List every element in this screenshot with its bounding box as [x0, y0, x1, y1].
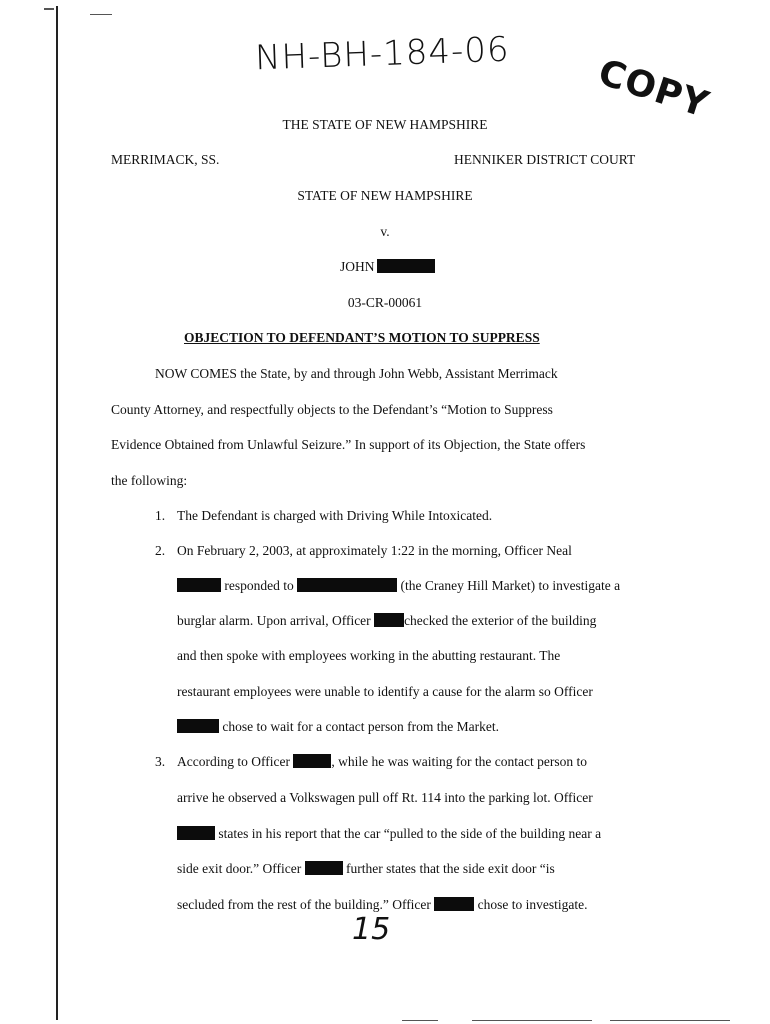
- case-number: 03-CR-00061: [347, 295, 423, 310]
- item-text: secluded from the rest of the building.” Officer: [177, 897, 431, 912]
- plaintiff-name: STATE OF NEW HAMPSHIRE: [297, 188, 473, 203]
- redaction-box: [434, 897, 474, 911]
- handwritten-docket-note: NH-BH-184-06: [254, 29, 511, 79]
- redaction-box: [297, 578, 397, 592]
- county-caption: MERRIMACK, SS.: [111, 152, 220, 167]
- item-number: 3.: [155, 754, 166, 769]
- list-item-2: [155, 543, 572, 559]
- handwritten-page-number: 15: [352, 912, 391, 947]
- item-text: side exit door.” Officer: [177, 861, 302, 876]
- redaction-box: [377, 259, 435, 273]
- item-text: On February 2, 2003, at approximately 1:22 in the morning, Officer Neal: [177, 543, 572, 558]
- left-margin-line: [56, 6, 58, 1020]
- document-title-text: OBJECTION TO DEFENDANT’S MOTION TO SUPPRESS: [184, 330, 540, 345]
- item-text: checked the exterior of the building: [404, 613, 597, 628]
- redaction-box: [177, 578, 221, 592]
- defendant-first-name: JOHN: [340, 259, 375, 274]
- redaction-box: [177, 826, 215, 840]
- scan-mark: [472, 1020, 592, 1021]
- item-2-line-4: and then spoke with employees working in the abutting restaurant. The: [177, 648, 561, 663]
- list-item-3: [155, 754, 587, 770]
- intro-line: County Attorney, and respectfully objects to the Defendant’s “Motion to Suppress: [111, 402, 553, 417]
- item-3-line-3: [177, 826, 601, 842]
- item-2-line-2: [177, 578, 620, 594]
- intro-line: NOW COMES the State, by and through John Webb, Assistant Merrimack: [155, 366, 558, 381]
- versus: v.: [380, 224, 390, 239]
- copy-stamp: COPY: [593, 52, 714, 127]
- redaction-box: [374, 613, 404, 627]
- state-title: THE STATE OF NEW HAMPSHIRE: [282, 117, 488, 132]
- redaction-box: [177, 719, 219, 733]
- item-text: According to Officer: [177, 754, 290, 769]
- item-number: 2.: [155, 543, 166, 558]
- list-item-1: [155, 508, 492, 524]
- intro-line: Evidence Obtained from Unlawful Seizure.” In support of its Objection, the State offers: [111, 437, 586, 452]
- scan-mark: [402, 1020, 438, 1021]
- intro-line: the following:: [111, 473, 188, 488]
- item-text: responded to: [224, 578, 294, 593]
- item-3-line-2: arrive he observed a Volkswagen pull off Rt. 114 into the parking lot. Officer: [177, 790, 593, 805]
- item-number: 1.: [155, 508, 166, 523]
- scan-mark: [610, 1020, 730, 1021]
- item-text: burglar alarm. Upon arrival, Officer: [177, 613, 371, 628]
- item-text: , while he was waiting for the contact person to: [331, 754, 588, 769]
- item-text: states in his report that the car “pulled to the side of the building near a: [218, 826, 602, 841]
- item-2-line-3: [177, 613, 596, 629]
- item-text: The Defendant is charged with Driving While Intoxicated.: [177, 508, 493, 523]
- document-title: [184, 330, 540, 346]
- item-3-line-4: [177, 861, 555, 877]
- item-text: (the Craney Hill Market) to investigate a: [400, 578, 621, 593]
- scan-mark: [90, 14, 112, 15]
- item-text: chose to wait for a contact person from the Market.: [222, 719, 500, 734]
- scan-mark: [44, 8, 54, 10]
- redaction-box: [293, 754, 331, 768]
- item-2-line-6: [177, 719, 499, 735]
- item-3-line-5: [177, 897, 588, 913]
- item-text: chose to investigate.: [477, 897, 588, 912]
- court-name: HENNIKER DISTRICT COURT: [454, 152, 636, 167]
- redaction-box: [305, 861, 343, 875]
- item-2-line-5: restaurant employees were unable to identify a cause for the alarm so Officer: [177, 684, 593, 699]
- item-text: further states that the side exit door “is: [345, 861, 555, 876]
- defendant-name: [340, 259, 435, 275]
